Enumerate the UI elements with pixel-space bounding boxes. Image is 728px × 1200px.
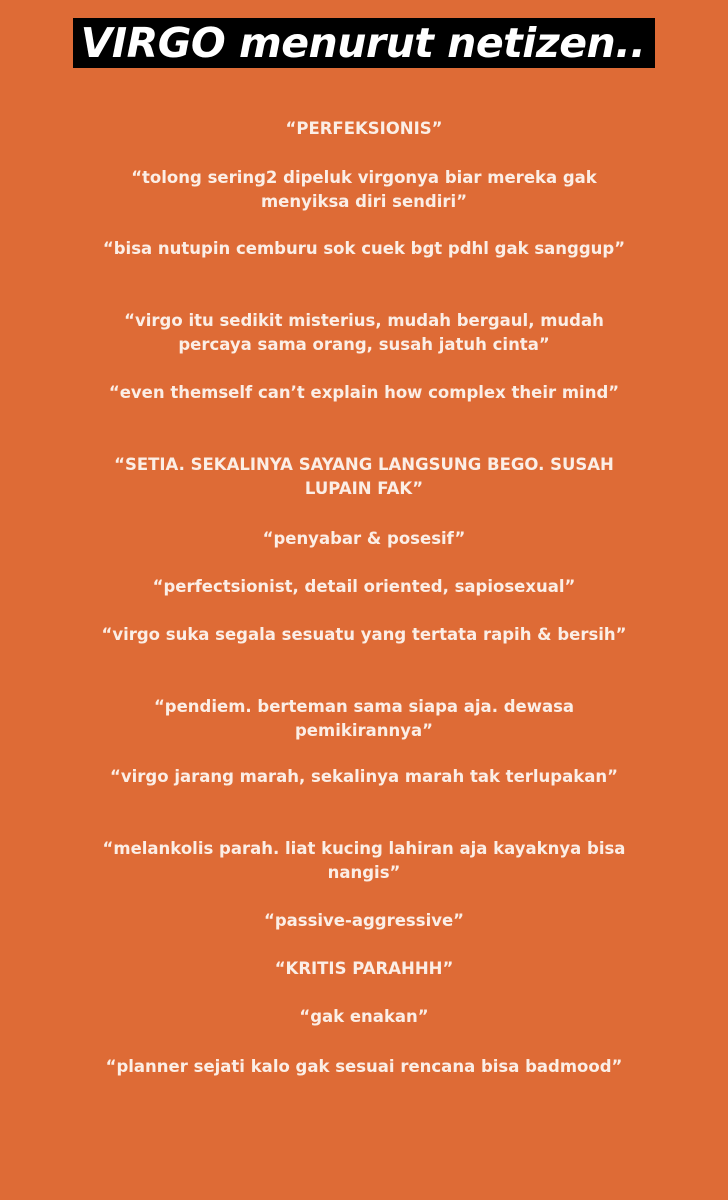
quote-item-11: “virgo jarang marah, sekalinya marah tak terlupakan”	[110, 767, 618, 786]
quote-item-1: “PERFEKSIONIS”	[285, 119, 443, 138]
quote-item-4: “virgo itu sedikit misterius, mudah bergaul, mudah percaya sama orang, susah jatuh cinta”	[124, 311, 604, 354]
quote-item-3: “bisa nutupin cemburu sok cuek bgt pdhl gak sanggup”	[102, 239, 626, 258]
quote-item-15: “gak enakan”	[299, 1007, 429, 1026]
story-title: VIRGO menurut netizen..	[73, 18, 656, 68]
quote-item-12: “melankolis parah. liat kucing lahiran aja kayaknya bisa nangis”	[102, 839, 626, 882]
quote-item-9: “virgo suka segala sesuatu yang tertata rapih & bersih”	[101, 625, 627, 644]
quote-item-10: “pendiem. berteman sama siapa aja. dewasa pemikirannya”	[153, 697, 575, 740]
title-banner	[0, 18, 728, 68]
quote-item-14: “KRITIS PARAHHH”	[274, 959, 454, 978]
quote-item-7: “penyabar & posesif”	[262, 529, 466, 548]
quote-item-16: “planner sejati kalo gak sesuai rencana bisa badmood”	[105, 1057, 623, 1076]
quote-item-6: “SETIA. SEKALINYA SAYANG LANGSUNG BEGO. SUSAH LUPAIN FAK”	[114, 455, 614, 498]
quote-item-13: “passive-aggressive”	[263, 911, 465, 930]
quote-item-5: “even themself can’t explain how complex their mind”	[108, 383, 620, 402]
quote-item-8: “perfectsionist, detail oriented, sapiosexual”	[152, 577, 576, 596]
quote-item-2: “tolong sering2 dipeluk virgonya biar mereka gak menyiksa diri sendiri”	[131, 168, 597, 211]
